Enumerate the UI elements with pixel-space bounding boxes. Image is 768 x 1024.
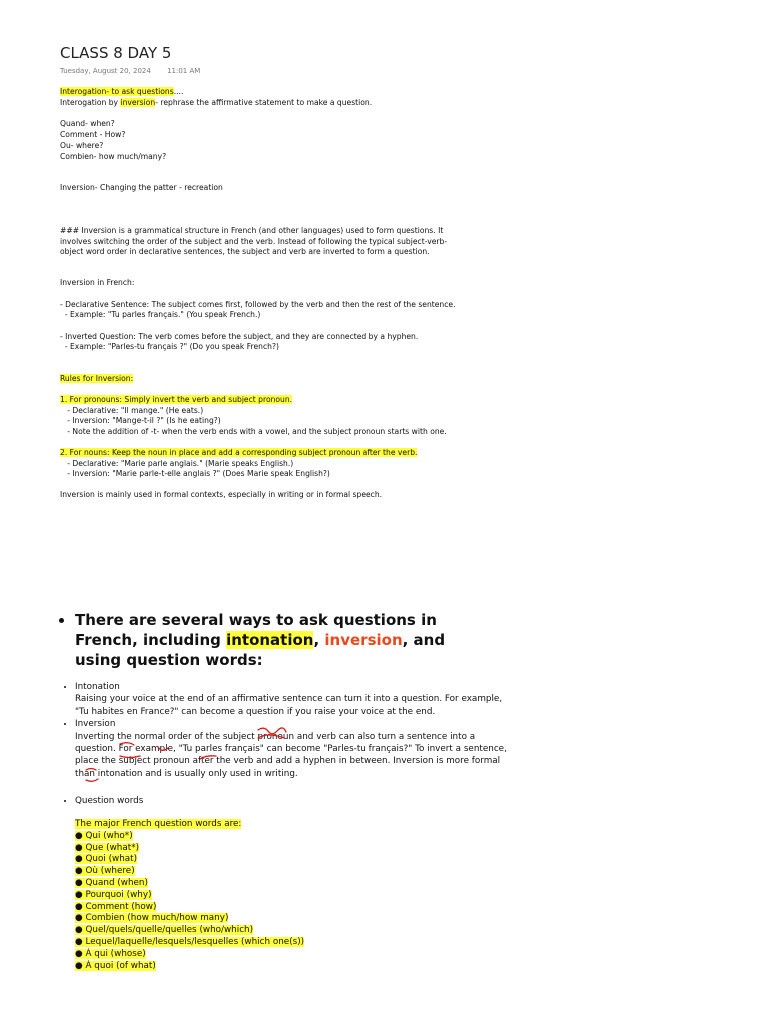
list-item: ● Pourquoi (why) [75,889,152,900]
note-line: Inversion- Changing the patter - recreation [60,183,223,192]
page-time: 11:01 AM [167,67,201,75]
list-item-question-words: • Question words [75,795,143,807]
list-item: ● Combien (how much/how many) [75,913,229,924]
list-item: ● Quel/quels/quelle/quelles (who/which) [75,925,254,936]
note-line: Interogation by inversion- rephrase the affirmative statement to make a question. [60,98,373,107]
list-item: ● Quoi (what) [75,854,138,865]
list-item: ● Que (what*) [75,842,140,853]
highlighted-text: Interogation- to ask questions [60,87,174,96]
list-item-intonation: • Intonation Raising your voice at the end of an affirmative sentence can turn it into a question. For example, "Tu habites en France?" can become a question if you raise your voice at the end. [75,681,507,718]
note-line: object word order in declarative sentences, the subject and verb are inverted to form a question. [60,247,430,256]
question-words-list [75,819,304,972]
list-item: ● Lequel/laquelle/lesquels/lesquelles (which one(s)) [75,936,305,947]
note-line: - Note the addition of -t- when the verb ends with a vowel, and the subject pronoun starts with one. [60,427,447,436]
orange-text: inversion [324,631,403,649]
note-line: Combien- how much/many? [60,152,167,161]
clipped-list-questions [60,795,143,807]
page-date: Tuesday, August 20, 2024 [60,67,151,75]
note-line: Inversion is mainly used in formal contexts, especially in writing or in formal speech. [60,490,383,499]
list-item [75,819,304,831]
highlighted-text: 1. For pronouns: Simply invert the verb and subject pronoun. [60,395,293,404]
note-line: Ou- where? [60,141,104,150]
list-item-inversion: • Inversion Inverting the normal order of the subject pronoun and verb can also turn a sentence into a question. For example, "Tu parles français" can become "Parles-tu français?" To invert a sentence, place the subject pronoun after the verb and add a hyphen in between. Inversion is more formal than intonation and is usually only used in writing. [75,718,507,780]
highlighted-text: The major French question words are: [75,819,242,829]
note-line [60,394,292,405]
list-item: ● Comment (how) [75,901,157,912]
clipped-heading [60,610,480,670]
note-line: ### Inversion is a grammatical structure in French (and other languages) used to form questions. It [60,226,444,235]
heading-bullet: • There are several ways to ask questions in French, including intonation, inversion, and using question words: [75,610,480,670]
note-line: - Declarative: "Marie parle anglais." (Marie speaks English.) [60,459,294,468]
list-item: ● À qui (whose) [75,948,146,959]
highlighted-text: 2. For nouns: Keep the noun in place and add a corresponding subject pronoun after the verb. [60,448,418,457]
note-line: Inversion in French: [60,278,135,287]
highlighted-text: Rules for Inversion: [60,374,134,383]
page-timestamp [60,67,200,75]
list-item: ● À quoi (of what) [75,960,156,971]
note-line: - Example: "Parles-tu français ?" (Do you speak French?) [60,342,279,351]
note-line: - Inversion: "Marie parle-t-elle anglais ?" (Does Marie speak English?) [60,469,330,478]
highlighted-text: inversion [120,98,156,107]
note-line [60,373,133,384]
list-item: ● Où (where) [75,866,135,877]
note-line: Interogation- to ask questions.... [60,87,184,96]
list-item: ● Quand (when) [75,877,148,888]
highlighted-text: intonation [226,631,314,649]
note-line: - Inversion: "Mange-t-il ?" (Is he eating?) [60,416,221,425]
page-title: CLASS 8 DAY 5 [60,44,172,62]
note-line: - Example: "Tu parles français." (You speak French.) [60,310,261,319]
note-line: Quand- when? [60,119,115,128]
note-line: - Inverted Question: The verb comes before the subject, and they are connected by a hyphen. [60,332,419,341]
note-line: - Declarative Sentence: The subject comes first, followed by the verb and then the rest of the sentence. [60,300,456,309]
note-line [60,447,417,458]
note-line: - Declarative: "Il mange." (He eats.) [60,406,204,415]
clipped-list [60,681,507,780]
note-line: Comment - How? [60,130,126,139]
note-line: involves switching the order of the subject and the verb. Instead of following the typical subject-verb- [60,237,448,246]
list-item: ● Qui (who*) [75,830,133,841]
